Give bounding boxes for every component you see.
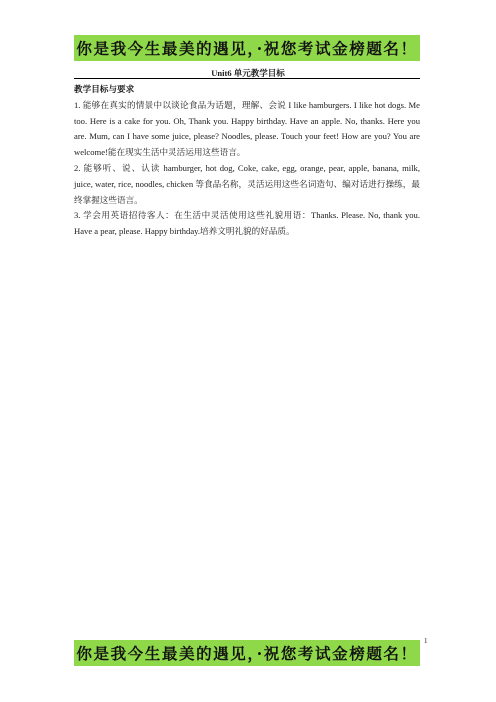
footer-banner: 你是我今生最美的遇见，·祝您考试金榜题名！	[74, 640, 420, 666]
page-number: 1	[424, 637, 428, 645]
objective-paragraph-1: 1. 能够在真实的情景中以谈论食品为话题，理解、会说 I like hamburgers. I like hot dogs. Me too. Here is a cake for you. Oh, Thank you. Happy birthday. Have an apple. No, thanks. Here you are. Mum, can I have some juice, please? Noodles, please. Touch your feet! How are you? You are welcome!能在现实生活中灵活运用这些语言。	[74, 99, 420, 158]
title-divider	[74, 78, 420, 79]
objective-paragraph-3: 3. 学会用英语招待客人：在生活中灵活使用这些礼貌用语：Thanks. Please. No, thank you. Have a pear, please. Happy birthday.培养文明礼貌的好品质。	[74, 210, 420, 237]
section-heading: 教学目标与要求	[74, 84, 135, 94]
document-title: Unit6 单元教学目标	[211, 68, 285, 78]
header-banner: 你是我今生最美的遇见，·祝您考试金榜题名！	[74, 35, 420, 61]
objective-paragraph-2: 2. 能够听、说、认读 hamburger, hot dog, Coke, cake, egg, orange, pear, apple, banana, milk, juice, water, rice, noodles, chicken 等食品名称，灵活运用这些名词造句、编对话进行操练，最终掌握这些语言。	[74, 162, 420, 205]
document-body	[74, 82, 420, 240]
